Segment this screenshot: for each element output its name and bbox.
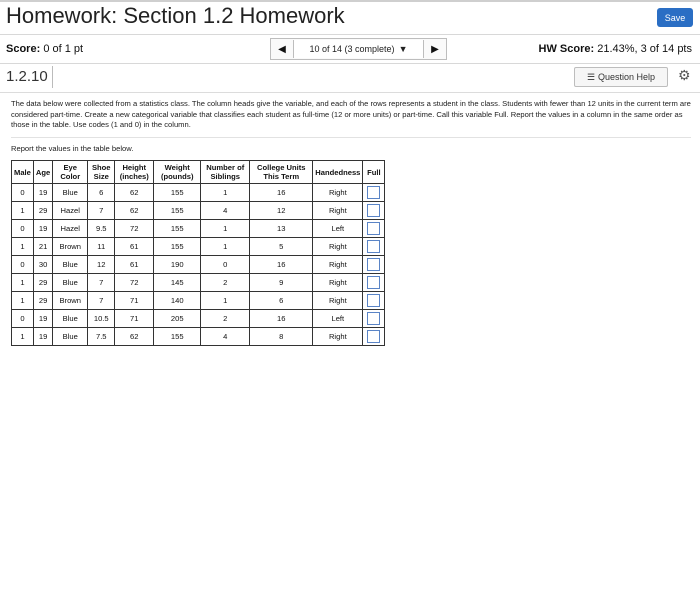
eye-color-cell: Brown	[53, 238, 88, 256]
next-question-button[interactable]	[424, 44, 446, 55]
age-cell: 29	[33, 202, 52, 220]
table-row	[12, 202, 385, 220]
full-cell	[363, 256, 385, 274]
weight-cell: 205	[154, 310, 201, 328]
divider	[0, 92, 700, 93]
shoe-size-cell: 6	[88, 184, 115, 202]
column-header: Age	[33, 161, 52, 184]
column-header: Full	[363, 161, 385, 184]
weight-cell: 140	[154, 292, 201, 310]
weight-cell: 155	[154, 220, 201, 238]
score-value: 0 of 1 pt	[43, 43, 84, 55]
list-icon: ☰	[586, 71, 596, 82]
college-units-cell: 9	[250, 274, 313, 292]
column-header: Number of Siblings	[201, 161, 250, 184]
nav-progress: 10 of 14 (3 complete)	[309, 44, 395, 54]
age-cell: 19	[33, 184, 52, 202]
height-cell: 71	[115, 292, 154, 310]
male-cell: 1	[12, 292, 34, 310]
college-units-cell: 16	[250, 256, 313, 274]
column-header: Weight (pounds)	[154, 161, 201, 184]
siblings-cell: 1	[201, 184, 250, 202]
eye-color-cell: Hazel	[53, 202, 88, 220]
shoe-size-cell: 12	[88, 256, 115, 274]
eye-color-cell: Brown	[53, 292, 88, 310]
college-units-cell: 6	[250, 292, 313, 310]
column-header: Handedness	[313, 161, 363, 184]
handedness-cell: Right	[313, 328, 363, 346]
question-navigator	[270, 38, 447, 60]
full-cell	[363, 274, 385, 292]
full-input[interactable]	[367, 330, 380, 343]
full-input[interactable]	[367, 276, 380, 289]
score	[6, 43, 83, 55]
data-table	[11, 160, 385, 346]
full-input[interactable]	[367, 240, 380, 253]
divider	[11, 137, 691, 138]
hw-score-label: HW Score:	[538, 43, 595, 55]
full-input[interactable]	[367, 294, 380, 307]
male-cell: 0	[12, 256, 34, 274]
full-input[interactable]	[367, 312, 380, 325]
handedness-cell: Right	[313, 274, 363, 292]
divider	[52, 66, 53, 88]
male-cell: 0	[12, 310, 34, 328]
shoe-size-cell: 7	[88, 202, 115, 220]
shoe-size-cell: 7	[88, 292, 115, 310]
full-input[interactable]	[367, 204, 380, 217]
table-row	[12, 328, 385, 346]
eye-color-cell: Blue	[53, 328, 88, 346]
right-triangle-icon: ▶	[431, 43, 439, 55]
divider	[0, 63, 700, 64]
weight-cell: 145	[154, 274, 201, 292]
height-cell: 62	[115, 328, 154, 346]
male-cell: 1	[12, 202, 34, 220]
college-units-cell: 12	[250, 202, 313, 220]
weight-cell: 155	[154, 328, 201, 346]
college-units-cell: 16	[250, 310, 313, 328]
down-triangle-icon: ▼	[398, 44, 408, 54]
full-cell	[363, 292, 385, 310]
table-row	[12, 310, 385, 328]
shoe-size-cell: 9.5	[88, 220, 115, 238]
height-cell: 62	[115, 202, 154, 220]
handedness-cell: Right	[313, 202, 363, 220]
siblings-cell: 1	[201, 220, 250, 238]
full-input[interactable]	[367, 186, 380, 199]
height-cell: 71	[115, 310, 154, 328]
table-header-row	[12, 161, 385, 184]
page-title: Homework: Section 1.2 Homework	[6, 3, 345, 28]
age-cell: 21	[33, 238, 52, 256]
full-cell	[363, 238, 385, 256]
handedness-cell: Left	[313, 310, 363, 328]
question-selector[interactable]	[293, 40, 424, 58]
siblings-cell: 1	[201, 238, 250, 256]
full-cell	[363, 220, 385, 238]
college-units-cell: 8	[250, 328, 313, 346]
age-cell: 19	[33, 310, 52, 328]
handedness-cell: Right	[313, 238, 363, 256]
male-cell: 1	[12, 274, 34, 292]
siblings-cell: 2	[201, 274, 250, 292]
male-cell: 1	[12, 238, 34, 256]
save-button[interactable]: Save	[657, 8, 693, 27]
handedness-cell: Right	[313, 256, 363, 274]
height-cell: 72	[115, 220, 154, 238]
shoe-size-cell: 10.5	[88, 310, 115, 328]
prev-question-button[interactable]	[271, 44, 293, 55]
table-row	[12, 256, 385, 274]
question-help-button[interactable]	[574, 67, 668, 87]
siblings-cell: 4	[201, 202, 250, 220]
college-units-cell: 13	[250, 220, 313, 238]
weight-cell: 155	[154, 202, 201, 220]
column-header: Shoe Size	[88, 161, 115, 184]
table-row	[12, 184, 385, 202]
college-units-cell: 5	[250, 238, 313, 256]
siblings-cell: 1	[201, 292, 250, 310]
weight-cell: 155	[154, 238, 201, 256]
age-cell: 30	[33, 256, 52, 274]
eye-color-cell: Hazel	[53, 220, 88, 238]
score-label: Score:	[6, 43, 41, 55]
left-triangle-icon: ◀	[278, 43, 286, 55]
height-cell: 61	[115, 238, 154, 256]
full-cell	[363, 310, 385, 328]
male-cell: 1	[12, 328, 34, 346]
college-units-cell: 16	[250, 184, 313, 202]
column-header: Eye Color	[53, 161, 88, 184]
age-cell: 19	[33, 328, 52, 346]
siblings-cell: 0	[201, 256, 250, 274]
height-cell: 62	[115, 184, 154, 202]
column-header: Height (inches)	[115, 161, 154, 184]
full-cell	[363, 184, 385, 202]
male-cell: 0	[12, 220, 34, 238]
question-number: 1.2.10	[6, 68, 48, 85]
siblings-cell: 2	[201, 310, 250, 328]
eye-color-cell: Blue	[53, 274, 88, 292]
shoe-size-cell: 7.5	[88, 328, 115, 346]
instruction-text: Report the values in the table below.	[11, 144, 134, 153]
column-header: Male	[12, 161, 34, 184]
handedness-cell: Left	[313, 220, 363, 238]
full-cell	[363, 328, 385, 346]
gear-icon[interactable]: ⚙	[678, 67, 691, 83]
age-cell: 19	[33, 220, 52, 238]
top-border	[0, 0, 700, 2]
handedness-cell: Right	[313, 184, 363, 202]
weight-cell: 155	[154, 184, 201, 202]
height-cell: 61	[115, 256, 154, 274]
handedness-cell: Right	[313, 292, 363, 310]
table-row	[12, 274, 385, 292]
column-header: College Units This Term	[250, 161, 313, 184]
siblings-cell: 4	[201, 328, 250, 346]
full-input[interactable]	[367, 258, 380, 271]
shoe-size-cell: 11	[88, 238, 115, 256]
male-cell: 0	[12, 184, 34, 202]
eye-color-cell: Blue	[53, 184, 88, 202]
eye-color-cell: Blue	[53, 310, 88, 328]
shoe-size-cell: 7	[88, 274, 115, 292]
hw-score-value: 21.43%, 3 of 14 pts	[597, 43, 692, 55]
full-cell	[363, 202, 385, 220]
eye-color-cell: Blue	[53, 256, 88, 274]
weight-cell: 190	[154, 256, 201, 274]
full-input[interactable]	[367, 222, 380, 235]
question-help-label: Question Help	[598, 72, 656, 82]
age-cell: 29	[33, 274, 52, 292]
table-row	[12, 238, 385, 256]
height-cell: 72	[115, 274, 154, 292]
hw-score	[539, 43, 692, 55]
table-row	[12, 292, 385, 310]
age-cell: 29	[33, 292, 52, 310]
question-prompt: The data below were collected from a statistics class. The column heads give the variable, and each of the rows represents a student in the class. Students with fewer than 12 units in the current term are considered part-time. Create a new categorical variable that classifies each student as full-time (12 or more units) or part-time. Call this variable Full. Report the values in a column in the same order as those in the table. Use codes (1 and 0) in the column.	[11, 99, 691, 129]
table-row	[12, 220, 385, 238]
divider	[0, 34, 700, 35]
